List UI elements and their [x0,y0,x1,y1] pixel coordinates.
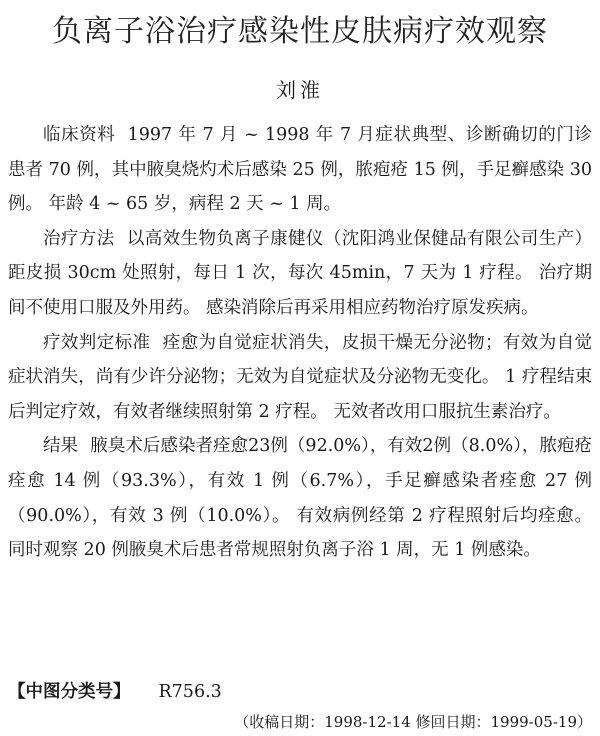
article-title: 负离子浴治疗感染性皮肤病疗效观察 [52,14,548,49]
classification-label: 【中图分类号】 [8,682,131,702]
article-body [8,118,592,568]
section-heading: 疗效判定标准 [43,332,151,353]
section-efficacy-criteria [8,326,592,430]
section-text: 以高效生物负离子康健仪（沈阳鸿业保健品有限公司生产）距皮损 30cm 处照射，每日 1 次，每次 45min，7 天为 1 疗程。 治疗期间不使用口服及外用药。 感染消除后再采用相应药物治疗原发疾病。 [8,228,593,318]
section-heading: 治疗方法 [43,228,115,249]
received-revised-dates: （收稿日期：1998-12-14 修回日期：1999-05-19） [234,713,592,731]
article-author: 刘淮 [276,78,324,102]
section-results [8,429,592,567]
section-clinical-data [8,118,592,222]
section-heading: 结果 [43,436,79,457]
section-heading: 临床资料 [43,125,116,145]
classification-number [8,678,222,703]
section-text: 痊愈为自觉症状消失，皮损干燥无分泌物；有效为自觉症状消失，尚有少许分泌物；无效为自觉症状及分泌物无变化。 1 疗程结束后判定疗效，有效者继续照射第 2 疗程。 无效者改用口服抗生素治疗。 [8,332,593,422]
section-text: 腋臭术后感染者痊愈23例（92.0%），有效2例（8.0%），脓疱疮痊愈 14 例（93.3%），有效 1 例（6.7%），手足癣感染者痊愈 27 例（90.0%），有效 3 例（10.0%）。 有效病例经第 2 疗程照射后均痊愈。 同时观察 20 例腋臭术后患者常规照射负离子浴 1 周，无 1 例感染。 [8,436,593,561]
section-text: 1997 年 7 月 ~ 1998 年 7 月症状典型、诊断确切的门诊患者 70 例，其中腋臭烧灼术后感染 25 例，脓疱疮 15 例，手足癣感染 30 例。 年龄 4 ~ 65 岁，病程 2 天 ~ 1 周。 [8,125,592,215]
classification-code: R756.3 [158,682,222,702]
section-treatment-method [8,222,592,326]
